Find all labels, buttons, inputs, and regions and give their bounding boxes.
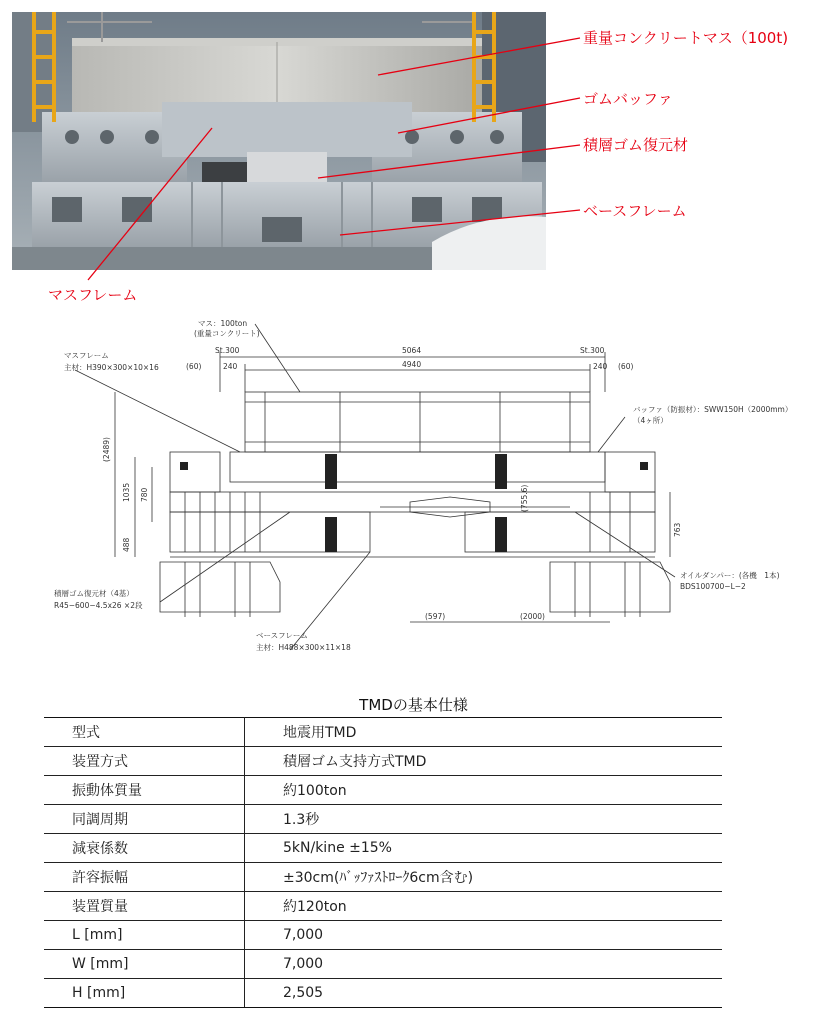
dim-4940: 4940 (402, 360, 422, 369)
rubber-spec: R45−600−4.5x26 ×2段 (54, 601, 143, 610)
base-frame-label: ベースフレーム (256, 631, 308, 640)
spec-table-title: TMDの基本仕様 (359, 696, 468, 714)
spec-value: 積層ゴム支持方式TMD (245, 747, 723, 776)
dim-755: (755.6) (520, 484, 529, 512)
spec-value: 7,000 (245, 921, 723, 950)
spec-value: 約120ton (245, 892, 723, 921)
table-row (44, 921, 722, 950)
dim-780: 780 (140, 487, 149, 502)
spec-value: 5kN/kine ±15% (245, 834, 723, 863)
spec-key: 装置方式 (44, 747, 245, 776)
elevation-drawing (50, 312, 793, 662)
st300-right: St.300 (580, 346, 605, 355)
spec-value: 2,505 (245, 979, 723, 1008)
table-row (44, 747, 722, 776)
dim-240-right: 240 (593, 362, 608, 371)
oil-damper-label: オイルダンパー：(各機 1本) (680, 571, 780, 580)
buffer-count: （4ヶ所） (633, 416, 668, 425)
rubber-label: 積層ゴム復元材（4基） (54, 589, 134, 598)
callout-base-frame: ベースフレーム (583, 202, 687, 220)
table-row (44, 776, 722, 805)
dim-5064: 5064 (402, 346, 422, 355)
spec-key: 同調周期 (44, 805, 245, 834)
table-row (44, 718, 722, 747)
spec-value: 7,000 (245, 950, 723, 979)
dim-1035: 1035 (122, 482, 131, 502)
dim-240-left: 240 (223, 362, 238, 371)
spec-key: 振動体質量 (44, 776, 245, 805)
table-row (44, 805, 722, 834)
callout-concrete-mass: 重量コンクリートマス（100t) (583, 29, 789, 47)
mass-label-sub: (重量コンクリート) (194, 329, 260, 338)
base-frame-spec: 主材：H488×300×11×18 (256, 643, 351, 652)
spec-key: 型式 (44, 718, 245, 747)
dim-60-right: (60) (618, 362, 634, 371)
dim-2000: (2000) (520, 612, 545, 621)
mass-label: マス：100ton (198, 319, 248, 328)
spec-value: 地震用TMD (245, 718, 723, 747)
table-row (44, 892, 722, 921)
spec-value: 約100ton (245, 776, 723, 805)
dim-60-left: (60) (186, 362, 202, 371)
oil-damper-spec: BDS100700−L−2 (680, 582, 746, 591)
mass-frame-spec: 主材：H390×300×10×16 (64, 363, 159, 372)
table-row (44, 950, 722, 979)
callout-laminated-rubber: 積層ゴム復元材 (583, 136, 689, 154)
callout-mass-frame: マスフレーム (48, 286, 138, 304)
table-row (44, 834, 722, 863)
spec-key: L [mm] (44, 921, 245, 950)
spec-value: ±30cm(ﾊﾞｯﾌｧｽﾄﾛｰｸ6cm含む) (245, 863, 723, 892)
st300-left: St.300 (215, 346, 240, 355)
spec-key: 許容振幅 (44, 863, 245, 892)
spec-value: 1.3秒 (245, 805, 723, 834)
spec-key: H [mm] (44, 979, 245, 1008)
table-row (44, 979, 722, 1008)
table-row (44, 863, 722, 892)
dim-763: 763 (673, 522, 682, 537)
spec-table (44, 717, 722, 1008)
callout-rubber-buffer: ゴムバッファ (583, 90, 673, 108)
dim-597: (597) (425, 612, 446, 621)
spec-key: 減衰係数 (44, 834, 245, 863)
spec-key: W [mm] (44, 950, 245, 979)
mass-frame-label: マスフレーム (64, 351, 109, 360)
buffer-label: バッファ（防振材）：SWW150H（2000mm） (633, 405, 793, 414)
dim-488: 488 (122, 537, 131, 552)
spec-key: 装置質量 (44, 892, 245, 921)
dim-2489: (2489) (102, 437, 111, 462)
